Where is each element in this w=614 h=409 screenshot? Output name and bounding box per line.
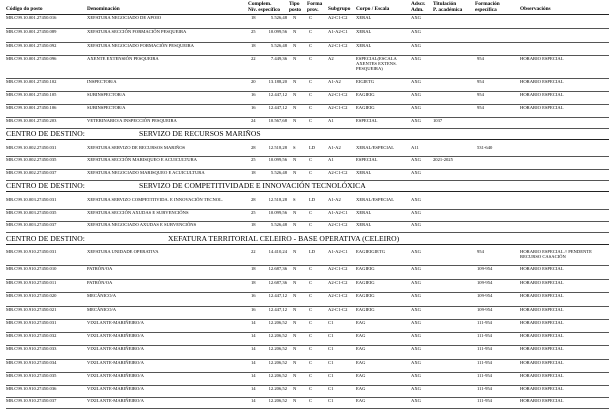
cell-forma: C xyxy=(309,373,313,378)
cell-subgrupo: C1 xyxy=(328,346,334,351)
cell-observacions: HORARIO ESPECIAL xyxy=(520,320,564,325)
header-titulacion-line1: Titulación xyxy=(433,1,457,7)
cell-denominacion: PATRÓN/OA xyxy=(87,266,113,271)
cell-denominacion: VETERINARIO/A INSPECCIÓN PESQUEIRA xyxy=(87,118,177,123)
cell-denominacion: XEFATURA UNIDADE OPERATIVA xyxy=(87,249,159,254)
cell-forma: C xyxy=(309,92,313,97)
section-rule xyxy=(6,244,609,245)
cell-code: MR.C99.10.910.27450.031 xyxy=(6,320,57,325)
cell-adscripcion: AXG xyxy=(411,43,421,48)
cell-subgrupo: A2-C1-C2 xyxy=(328,92,348,97)
cell-tipo: N xyxy=(293,373,297,378)
cell-denominacion: XEFATURA NEGOCIADO DE APOIO xyxy=(87,15,162,20)
header-tipo-line1: Tipo xyxy=(289,1,300,7)
cell-nivel: 16 xyxy=(251,105,256,110)
cell-forma: C xyxy=(309,398,313,403)
cell-tipo: N xyxy=(293,210,297,215)
cell-forma: C xyxy=(309,118,313,123)
cell-code: MR.C99.10.910.27450.036 xyxy=(6,386,57,391)
cell-corpo: EAG xyxy=(356,398,366,403)
cell-formacion: 111-954 xyxy=(477,398,492,403)
cell-corpo: XERAL xyxy=(356,222,372,227)
cell-code: MR.C99.10.003.27450.037 xyxy=(6,222,57,227)
cell-formacion: 109-954 xyxy=(477,293,493,298)
cell-adscripcion: AXG xyxy=(411,320,421,325)
cell-forma: C xyxy=(309,157,313,162)
cell-subgrupo: A1-A2 xyxy=(328,79,341,84)
cell-subgrupo: C1 xyxy=(328,373,334,378)
cell-subgrupo: A2 xyxy=(328,56,334,61)
cell-nivel: 24 xyxy=(251,118,256,123)
cell-forma: C xyxy=(309,293,313,298)
cell-subgrupo: A1-A2-C1 xyxy=(328,210,348,215)
cell-forma: C xyxy=(309,266,313,271)
cell-code: MR.C99.10.001.27450.106 xyxy=(6,105,57,110)
cell-complemento: 12.447,12 xyxy=(268,293,287,298)
cell-adscripcion: AXG xyxy=(411,105,421,110)
cell-corpo: XERAL xyxy=(356,43,372,48)
cell-adscripcion: AXG xyxy=(411,266,421,271)
cell-corpo: EAG xyxy=(356,360,366,365)
cell-code: MR.C99.10.001.27450.089 xyxy=(6,29,57,34)
cell-corpo: XERAL xyxy=(356,15,372,20)
cell-observacions: HORARIO ESPECIAL xyxy=(520,360,564,365)
cell-tipo: N xyxy=(293,43,297,48)
cell-nivel: 25 xyxy=(251,157,256,162)
cell-complemento: 5.526,48 xyxy=(270,43,287,48)
cell-forma: C xyxy=(309,307,313,312)
cell-corpo: ESPECIAL xyxy=(356,157,378,162)
cell-corpo: EAG xyxy=(356,346,366,351)
header-tipo-line2: posto xyxy=(289,7,302,13)
cell-complemento: 12.206,52 xyxy=(268,386,287,391)
cell-forma: C xyxy=(309,15,313,20)
header-complemento-line2: Nív. específico xyxy=(248,7,281,13)
header-forma-line1: Forma xyxy=(307,1,323,7)
cell-forma: C xyxy=(309,105,313,110)
cell-subgrupo: C1 xyxy=(328,360,334,365)
cell-corpo: EAG xyxy=(356,320,366,325)
cell-tipo: S xyxy=(293,145,296,150)
cell-denominacion: VIXILANTE-MARIÑEIRO/A xyxy=(87,360,144,365)
cell-tipo: N xyxy=(293,105,297,110)
cell-code: MR.C99.10.910.27450.031 xyxy=(6,249,57,254)
cell-complemento: 12.447,12 xyxy=(268,105,287,110)
cell-denominacion: VIXILANTE-MARIÑEIRO/A xyxy=(87,320,144,325)
cell-adscripcion: AXG xyxy=(411,398,421,403)
cell-corpo: ESPECIAL(ESCALA AXENTES EXTENS. PESQUEIRA) xyxy=(356,56,397,71)
cell-tipo: N xyxy=(293,56,297,61)
cell-nivel: 14 xyxy=(251,386,256,391)
cell-observacions: HORARIO ESPECIAL xyxy=(520,92,564,97)
cell-formacion: 111-954 xyxy=(477,320,492,325)
cell-nivel: 18 xyxy=(251,280,256,285)
cell-adscripcion: AXG xyxy=(411,307,421,312)
cell-denominacion: MECÁNICO/A xyxy=(87,293,117,298)
cell-nivel: 25 xyxy=(251,210,256,215)
header-complemento-line1: Complem. xyxy=(248,1,272,7)
cell-nivel: 22 xyxy=(251,56,256,61)
cell-nivel: 18 xyxy=(251,43,256,48)
section-label: CENTRO DE DESTINO: xyxy=(6,181,85,190)
cell-observacions: HORARIO ESPECIAL xyxy=(520,79,564,84)
section-label: CENTRO DE DESTINO: xyxy=(6,129,85,138)
cell-tipo: N xyxy=(293,29,297,34)
header-adscr-line1: Adscr. xyxy=(411,1,426,7)
cell-formacion: 111-954 xyxy=(477,333,492,338)
cell-subgrupo: A2-C1-C2 xyxy=(328,266,348,271)
cell-subgrupo: C1 xyxy=(328,386,334,391)
cell-subgrupo: A2-C1-C2 xyxy=(328,15,348,20)
cell-tipo: N xyxy=(293,92,297,97)
cell-complemento: 10.567,68 xyxy=(268,118,287,123)
cell-formacion: 111-954 xyxy=(477,360,492,365)
cell-corpo: EAG xyxy=(356,386,366,391)
cell-subgrupo: A2-C1-C2 xyxy=(328,170,348,175)
cell-subgrupo: C1 xyxy=(328,320,334,325)
cell-observacions: HORARIO ESPECIAL xyxy=(520,293,564,298)
cell-adscripcion: AXG xyxy=(411,333,421,338)
cell-adscripcion: AXG xyxy=(411,157,421,162)
cell-nivel: 28 xyxy=(251,197,256,202)
cell-complemento: 5.526,48 xyxy=(270,222,287,227)
cell-adscripcion: AXG xyxy=(411,346,421,351)
cell-adscripcion: AXG xyxy=(411,56,421,61)
cell-complemento: 12.518,28 xyxy=(268,197,287,202)
cell-code: MR.C99.10.910.27450.021 xyxy=(6,307,57,312)
cell-observacions: HORARIO ESPECIAL xyxy=(520,266,564,271)
cell-forma: LD xyxy=(309,249,316,254)
cell-corpo: EAG xyxy=(356,373,366,378)
cell-corpo: EAGIEIGIETG xyxy=(356,249,386,254)
cell-formacion: 954 xyxy=(477,105,484,110)
cell-formacion: 954 xyxy=(477,56,484,61)
cell-complemento: 12.206,52 xyxy=(268,398,287,403)
cell-corpo: XERAL/ESPECIAL xyxy=(356,197,395,202)
cell-forma: LD xyxy=(309,145,316,150)
cell-subgrupo: A2-C1-C2 xyxy=(328,280,348,285)
cell-code: MR.C99.10.910.27450.032 xyxy=(6,333,57,338)
cell-denominacion: VIXILANTE-MARIÑEIRO/A xyxy=(87,333,144,338)
cell-adscripcion: AXG xyxy=(411,360,421,365)
cell-denominacion: XEFATURA NEGOCIADO MARISQUEO E ACUICULTURA xyxy=(87,170,205,175)
cell-nivel: 14 xyxy=(251,398,256,403)
cell-denominacion: XEFATURA NEGOCIADO AXUDAS E SUBVENCIÓNS xyxy=(87,222,197,227)
cell-forma: C xyxy=(309,29,313,34)
cell-adscripcion: AXG xyxy=(411,170,421,175)
cell-corpo: EAGIEIG xyxy=(356,266,375,271)
cell-forma: C xyxy=(309,280,313,285)
cell-tipo: N xyxy=(293,280,297,285)
header-formacion-line1: Formación xyxy=(475,1,500,7)
cell-tipo: N xyxy=(293,293,297,298)
cell-subgrupo: A1 xyxy=(328,118,334,123)
cell-denominacion: SUBINSPECTOR/A xyxy=(87,105,126,110)
cell-forma: C xyxy=(309,360,313,365)
cell-forma: C xyxy=(309,170,313,175)
header-forma-line2: prov. xyxy=(307,7,319,13)
cell-complemento: 10.099,56 xyxy=(268,29,287,34)
cell-adscripcion: AXG xyxy=(411,222,421,227)
cell-nivel: 18 xyxy=(251,266,256,271)
cell-tipo: N xyxy=(293,249,297,254)
cell-tipo: N xyxy=(293,346,297,351)
cell-code: MR.C99.10.910.27450.035 xyxy=(6,373,57,378)
cell-code: MR.C99.10.910.27450.033 xyxy=(6,346,57,351)
cell-adscripcion: AXG xyxy=(411,210,421,215)
cell-nivel: 14 xyxy=(251,360,256,365)
cell-formacion: 954 xyxy=(477,249,484,254)
cell-complemento: 5.526,48 xyxy=(270,170,287,175)
cell-corpo: XERAL/ESPECIAL xyxy=(356,145,395,150)
header-subgrupo: Subgrupo xyxy=(328,6,351,12)
cell-adscripcion: AXG xyxy=(411,79,421,84)
cell-forma: LD xyxy=(309,197,316,202)
cell-corpo: EAGIEIG xyxy=(356,92,375,97)
cell-titulacion: 2021-2025 xyxy=(433,157,453,162)
cell-titulacion: 1037 xyxy=(433,118,443,123)
cell-forma: C xyxy=(309,222,313,227)
cell-denominacion: XEFATURA SECCIÓN MARISQUEO E ACUICULTURA xyxy=(87,157,198,162)
cell-tipo: N xyxy=(293,320,297,325)
cell-tipo: S xyxy=(293,197,296,202)
cell-code: MR.C99.10.001.27450.102 xyxy=(6,79,57,84)
cell-corpo: XERAL xyxy=(356,29,372,34)
cell-tipo: N xyxy=(293,79,297,84)
cell-subgrupo: A1 xyxy=(328,157,334,162)
cell-code: MR.C99.10.910.27450.010 xyxy=(6,266,57,271)
cell-adscripcion: AXG xyxy=(411,280,421,285)
cell-corpo: EAG xyxy=(356,333,366,338)
cell-denominacion: XEFATURA SECCIÓN AXUDAS E SUBVENCIÓNS xyxy=(87,210,189,215)
cell-formacion: 109-954 xyxy=(477,266,493,271)
header-formacion-line2: específica xyxy=(475,7,497,13)
cell-code: MR.C99.10.001.27450.016 xyxy=(6,15,57,20)
cell-forma: C xyxy=(309,79,313,84)
cell-denominacion: VIXILANTE-MARIÑEIRO/A xyxy=(87,398,144,403)
cell-tipo: N xyxy=(293,15,297,20)
cell-adscripcion: AXG xyxy=(411,92,421,97)
cell-denominacion: AXENTE EXTENSIÓN PESQUEIRA xyxy=(87,56,159,61)
cell-nivel: 18 xyxy=(251,15,256,20)
cell-nivel: 14 xyxy=(251,346,256,351)
cell-formacion: 954 xyxy=(477,92,484,97)
cell-adscripcion: AXG xyxy=(411,29,421,34)
cell-forma: C xyxy=(309,333,313,338)
cell-adscripcion: AXG xyxy=(411,197,421,202)
cell-code: MR.C99.10.002.27450.031 xyxy=(6,145,57,150)
section-title: SERVIZO DE COMPETITIVIDADE E INNOVACIÓN TECNOLÓXICA xyxy=(139,181,366,190)
cell-subgrupo: C1 xyxy=(328,398,334,403)
cell-forma: C xyxy=(309,210,313,215)
cell-subgrupo: A1-A2 xyxy=(328,145,341,150)
cell-complemento: 12.447,12 xyxy=(268,92,287,97)
cell-corpo: EIGIETG xyxy=(356,79,375,84)
section-label: CENTRO DE DESTINO: xyxy=(6,234,85,243)
cell-nivel: 14 xyxy=(251,373,256,378)
cell-tipo: N xyxy=(293,222,297,227)
cell-subgrupo: A1-A2-C1 xyxy=(328,249,348,254)
cell-denominacion: MECÁNICO/A xyxy=(87,307,117,312)
cell-observacions: HORARIO ESPECIAL // PENDENTE RECURSO CASACIÓN xyxy=(520,249,592,259)
header-adscr-line2: Adm. xyxy=(411,7,424,13)
cell-denominacion: SUBINSPECTOR/A xyxy=(87,92,126,97)
cell-adscripcion: AXG xyxy=(411,15,421,20)
cell-nivel: 25 xyxy=(251,29,256,34)
cell-observacions: HORARIO ESPECIAL xyxy=(520,398,564,403)
cell-adscripcion: AXG xyxy=(411,386,421,391)
row-separator xyxy=(6,232,609,233)
cell-code: MR.C99.10.001.27450.096 xyxy=(6,56,57,61)
cell-complemento: 13.188,20 xyxy=(268,79,287,84)
cell-corpo: ESPECIAL xyxy=(356,118,378,123)
cell-complemento: 10.099,56 xyxy=(268,157,287,162)
header-corpo: Corpo / Escala xyxy=(356,6,390,12)
cell-formacion: 531-640 xyxy=(477,145,493,150)
cell-subgrupo: A2-C1-C2 xyxy=(328,105,348,110)
section-rule xyxy=(6,191,609,192)
cell-complemento: 12.687,36 xyxy=(268,266,287,271)
cell-forma: C xyxy=(309,43,313,48)
cell-denominacion: XEFATURA SERVIZO DE RECURSOS MARIÑOS xyxy=(87,145,186,150)
cell-denominacion: XEFATURA SERVIZO COMPETITIVIDA. E INNOVACIÓN TECNOL. xyxy=(87,197,224,202)
cell-code: MR.C99.10.910.27450.037 xyxy=(6,398,57,403)
cell-complemento: 14.410,24 xyxy=(268,249,287,254)
cell-nivel: 16 xyxy=(251,92,256,97)
cell-forma: C xyxy=(309,56,313,61)
cell-corpo: EAGIEIG xyxy=(356,105,375,110)
cell-denominacion: INSPECTOR/A xyxy=(87,79,117,84)
cell-complemento: 5.526,48 xyxy=(270,15,287,20)
cell-nivel: 14 xyxy=(251,320,256,325)
cell-complemento: 12.518,28 xyxy=(268,145,287,150)
cell-subgrupo: A1-A2 xyxy=(328,197,341,202)
cell-corpo: XERAL xyxy=(356,170,372,175)
cell-denominacion: XEFATURA SECCIÓN FORMACIÓN PESQUEIRA xyxy=(87,29,187,34)
cell-complemento: 12.206,52 xyxy=(268,373,287,378)
cell-tipo: N xyxy=(293,157,297,162)
cell-observacions: HORARIO ESPECIAL xyxy=(520,386,564,391)
cell-code: MR.C99.10.002.27450.037 xyxy=(6,170,57,175)
cell-subgrupo: C1 xyxy=(328,333,334,338)
cell-code: MR.C99.10.001.27450.203 xyxy=(6,118,57,123)
cell-corpo: EAGIEIG xyxy=(356,293,375,298)
cell-denominacion: PATRÓN/OA xyxy=(87,280,113,285)
cell-tipo: N xyxy=(293,360,297,365)
cell-complemento: 10.099,56 xyxy=(268,210,287,215)
cell-forma: C xyxy=(309,386,313,391)
cell-formacion: 954 xyxy=(477,79,484,84)
cell-formacion: 111-954 xyxy=(477,386,492,391)
cell-forma: C xyxy=(309,346,313,351)
cell-code: MR.C99.10.910.27450.034 xyxy=(6,360,57,365)
cell-observacions: HORARIO ESPECIAL xyxy=(520,373,564,378)
cell-nivel: 18 xyxy=(251,170,256,175)
cell-complemento: 7.449,36 xyxy=(270,56,287,61)
cell-code: MR.C99.10.003.27450.035 xyxy=(6,210,57,215)
cell-formacion: 111-954 xyxy=(477,373,492,378)
cell-tipo: N xyxy=(293,398,297,403)
cell-code: MR.C99.10.910.27450.011 xyxy=(6,280,57,285)
cell-denominacion: VIXILANTE-MARIÑEIRO/A xyxy=(87,346,144,351)
cell-nivel: 16 xyxy=(251,307,256,312)
header-codigo: Código do posto xyxy=(6,6,43,12)
section-title: SERVIZO DE RECURSOS MARIÑOS xyxy=(139,129,261,138)
cell-adscripcion: AXG xyxy=(411,118,421,123)
cell-code: MR.C99.10.003.27450.031 xyxy=(6,197,57,202)
cell-adscripcion: AXG xyxy=(411,293,421,298)
cell-tipo: N xyxy=(293,170,297,175)
cell-code: MR.C99.10.002.27450.035 xyxy=(6,157,57,162)
cell-adscripcion: A11 xyxy=(411,145,419,150)
cell-nivel: 22 xyxy=(251,249,256,254)
cell-denominacion: VIXILANTE-MARIÑEIRO/A xyxy=(87,373,144,378)
cell-nivel: 14 xyxy=(251,333,256,338)
cell-code: MR.C99.10.001.27450.092 xyxy=(6,43,57,48)
cell-complemento: 12.687,36 xyxy=(268,280,287,285)
section-title: XEFATURA TERRITORIAL CELEIRO - BASE OPERATIVA (CELEIRO) xyxy=(168,234,400,243)
cell-corpo: EAGIEIG xyxy=(356,280,375,285)
cell-forma: C xyxy=(309,320,313,325)
cell-subgrupo: A1-A2-C1 xyxy=(328,29,348,34)
cell-subgrupo: A2-C1-C2 xyxy=(328,222,348,227)
cell-observacions: HORARIO ESPECIAL xyxy=(520,333,564,338)
cell-code: MR.C99.10.910.27450.020 xyxy=(6,293,57,298)
cell-observacions: HORARIO ESPECIAL xyxy=(520,280,564,285)
cell-code: MR.C99.10.001.27450.105 xyxy=(6,92,57,97)
cell-formacion: 109-954 xyxy=(477,280,493,285)
cell-denominacion: VIXILANTE-MARIÑEIRO/A xyxy=(87,386,144,391)
header-observacions: Observacións xyxy=(520,6,551,12)
cell-complemento: 12.206,52 xyxy=(268,333,287,338)
cell-observacions: HORARIO ESPECIAL xyxy=(520,56,564,61)
cell-nivel: 16 xyxy=(251,293,256,298)
cell-tipo: N xyxy=(293,118,297,123)
cell-observacions: HORARIO ESPECIAL xyxy=(520,307,564,312)
cell-nivel: 28 xyxy=(251,145,256,150)
cell-tipo: N xyxy=(293,307,297,312)
header-denominacion: Denominación xyxy=(87,6,120,12)
cell-observacions: HORARIO ESPECIAL xyxy=(520,346,564,351)
cell-formacion: 111-954 xyxy=(477,346,492,351)
cell-subgrupo: A2-C1-C2 xyxy=(328,43,348,48)
cell-nivel: 20 xyxy=(251,79,256,84)
cell-tipo: N xyxy=(293,386,297,391)
cell-nivel: 18 xyxy=(251,222,256,227)
cell-observacions: HORARIO ESPECIAL xyxy=(520,105,564,110)
cell-tipo: N xyxy=(293,333,297,338)
cell-adscripcion: AXG xyxy=(411,373,421,378)
cell-subgrupo: A2-C1-C2 xyxy=(328,293,348,298)
cell-corpo: EAGIEIG xyxy=(356,307,375,312)
cell-subgrupo: A2-C1-C2 xyxy=(328,307,348,312)
cell-corpo: XERAL xyxy=(356,210,372,215)
cell-complemento: 12.206,52 xyxy=(268,320,287,325)
section-rule xyxy=(6,139,609,140)
cell-complemento: 12.206,52 xyxy=(268,360,287,365)
cell-adscripcion: AXG xyxy=(411,249,421,254)
cell-complemento: 12.447,12 xyxy=(268,307,287,312)
row-separator xyxy=(6,128,609,129)
header-titulacion-line2: P. académica xyxy=(433,7,463,13)
cell-tipo: N xyxy=(293,266,297,271)
cell-formacion: 109-954 xyxy=(477,307,493,312)
cell-complemento: 12.206,52 xyxy=(268,346,287,351)
cell-denominacion: XEFATURA NEGOCIADO FORMACIÓN PESQUEIRA xyxy=(87,43,194,48)
